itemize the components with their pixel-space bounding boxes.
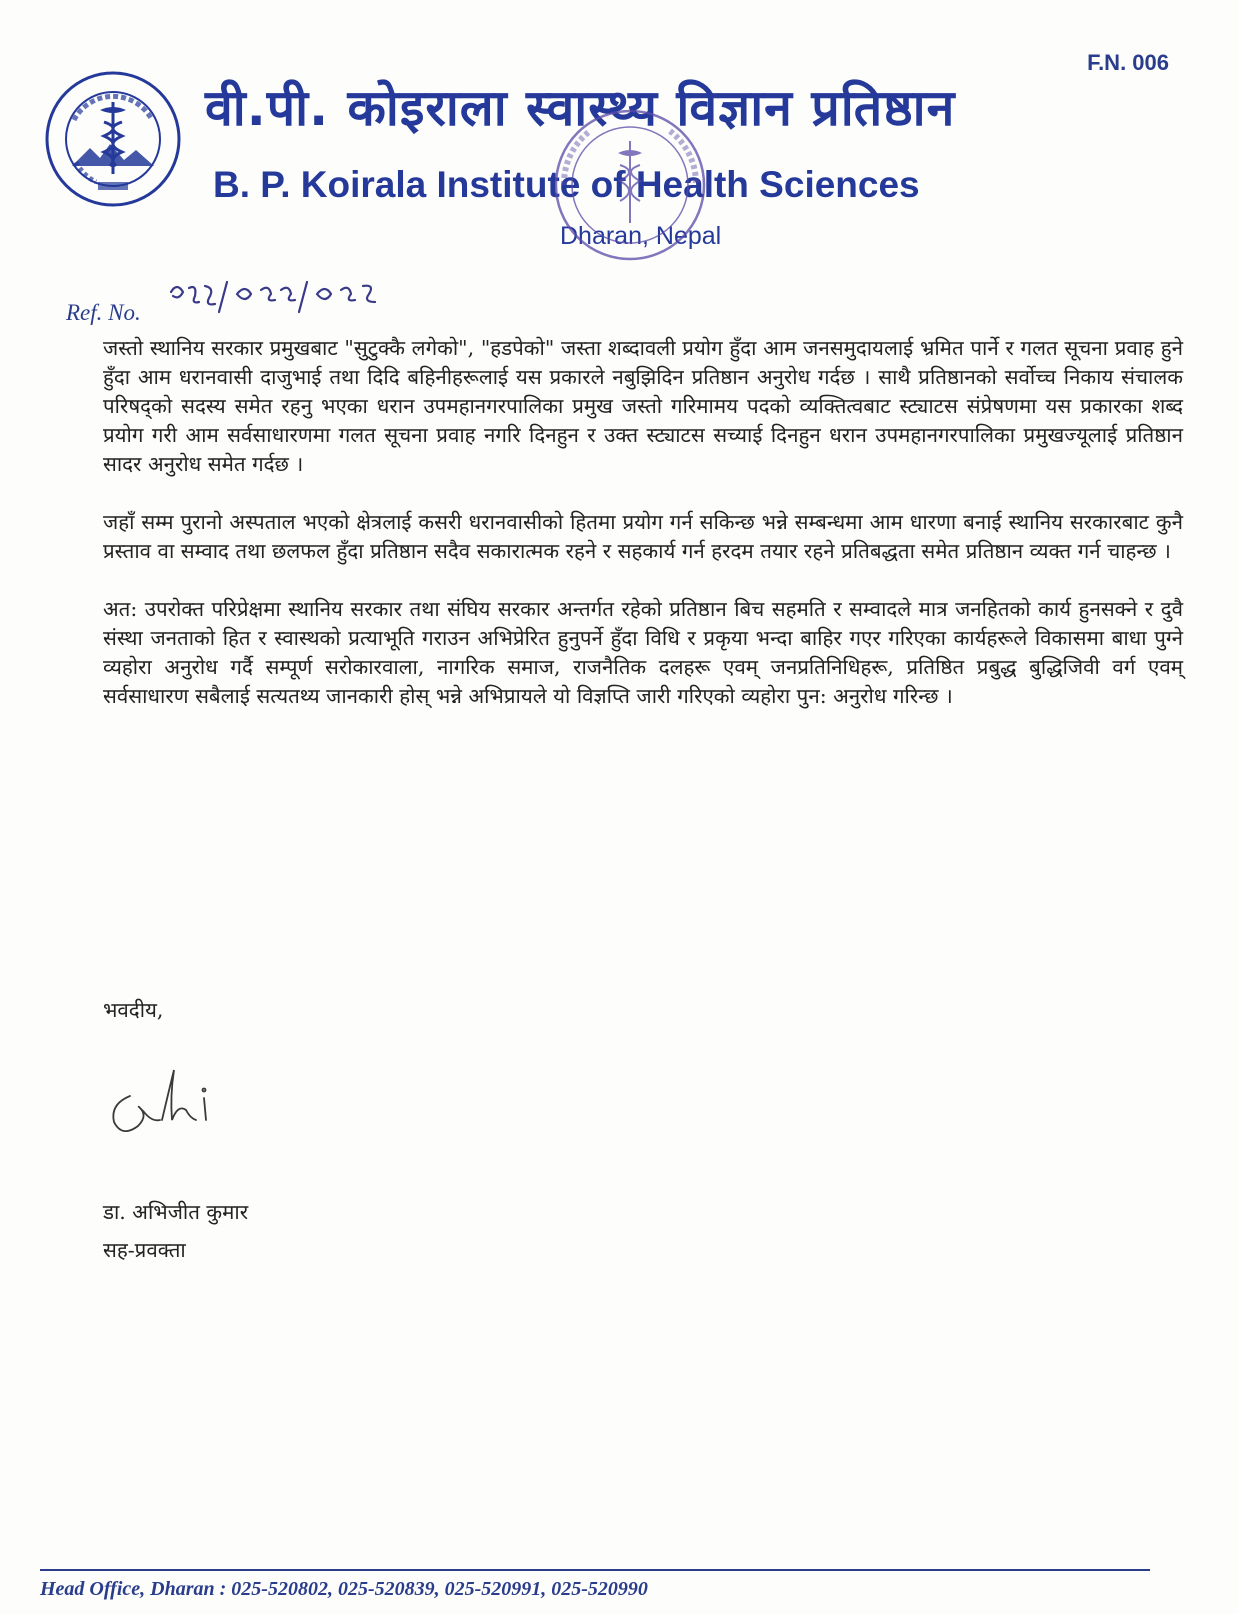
letter-body xyxy=(103,334,1183,740)
footer-divider xyxy=(40,1569,1150,1571)
institute-location: Dharan, Nepal xyxy=(560,222,722,250)
official-seal-icon xyxy=(550,105,710,265)
signer-name: डा. अभिजीत कुमार xyxy=(103,1200,249,1224)
institute-emblem-icon xyxy=(44,70,182,208)
signer-title: सह-प्रवक्ता xyxy=(103,1238,186,1262)
form-number: F.N. 006 xyxy=(1087,50,1169,75)
institute-name-nepali: वी.पी. कोइराला स्वास्थ्य विज्ञान प्रतिष्ठान xyxy=(205,79,956,137)
reference-label: Ref. No. xyxy=(66,300,141,325)
reference-number-handwritten xyxy=(165,276,495,320)
body-paragraph-2: जहाँ सम्म पुरानो अस्पताल भएको क्षेत्रलाई कसरी धरानवासीको हितमा प्रयोग गर्न सकिन्छ भन्ने सम्बन्धमा आम धारणा बनाई स्थानिय सरकारबाट कुनै प्रस्ताव वा सम्वाद तथा छलफल हुँदा प्रतिष्ठान सदैव सकारात्मक रहने र सहकार्य गर्न हरदम तयार रहने प्रतिबद्धता समेत प्रतिष्ठान व्यक्त गर्न चाहन्छ । xyxy=(103,510,1183,563)
body-paragraph-1: जस्तो स्थानिय सरकार प्रमुखबाट "सुटुक्कै लगेको", "हडपेको" जस्ता शब्दावली प्रयोग हुँदा आम जनसमुदायलाई भ्रमित पार्ने र गलत सूचना प्रवाह हुने हुँदा आम धरानवासी दाजुभाई तथा दिदि बहिनीहरूलाई यस प्रकारले नबुझिदिन प्रतिष्ठान अनुरोध गर्दछ । साथै प्रतिष्ठानको सर्वोच्च निकाय संचालक परिषद्को सदस्य समेत रहनु भएका धरान उपमहानगरपालिका प्रमुख जस्तो गरिमामय पदको व्यक्तित्वबाट स्ट्याटस संप्रेषणमा यस प्रकारका शब्द प्रयोग गरी आम सर्वसाधारणमा गलत सूचना प्रवाह नगरि दिनहुन र उक्त स्ट्याटस सच्याई दिनहुन धरान उपमहानगरपालिका प्रमुखज्यूलाई प्रतिष्ठान सादर अनुरोध समेत गर्दछ । xyxy=(103,336,1183,476)
closing-salutation: भवदीय, xyxy=(103,998,164,1022)
footer-head-office: Head Office, Dharan : 025-520802, 025-520839, 025-520991, 025-520990 xyxy=(40,1578,648,1600)
body-paragraph-3: अत: उपरोक्त परिप्रेक्षमा स्थानिय सरकार तथा संघिय सरकार अन्तर्गत रहेको प्रतिष्ठान बिच सहमति र सम्वादले मात्र जनहितको कार्य हुनसक्ने र दुवै संस्था जनताको हित र स्वास्थको प्रत्याभूति गराउन अभिप्रेरित हुनुपर्ने हुँदा विधि र प्रकृया भन्दा बाहिर गएर गरिएका कार्यहरूले विकासमा बाधा पुग्ने व्यहोरा अनुरोध गर्दै सम्पूर्ण सरोकारवाला, नागरिक समाज, राजनैतिक दलहरू एवम् जनप्रतिनिधिहरू, प्रतिष्ठित प्रबुद्ध बुद्धिजिवी वर्ग एवम् सर्वसाधारण सबैलाई सत्यतथ्य जानकारी होस् भन्ने अभिप्रायले यो विज्ञप्ति जारी गरिएको व्यहोरा पुन: अनुरोध गरिन्छ । xyxy=(103,597,1183,708)
handwritten-signature-icon xyxy=(100,1056,240,1146)
institute-name-english: B. P. Koirala Institute of Health Sciences xyxy=(213,164,920,205)
